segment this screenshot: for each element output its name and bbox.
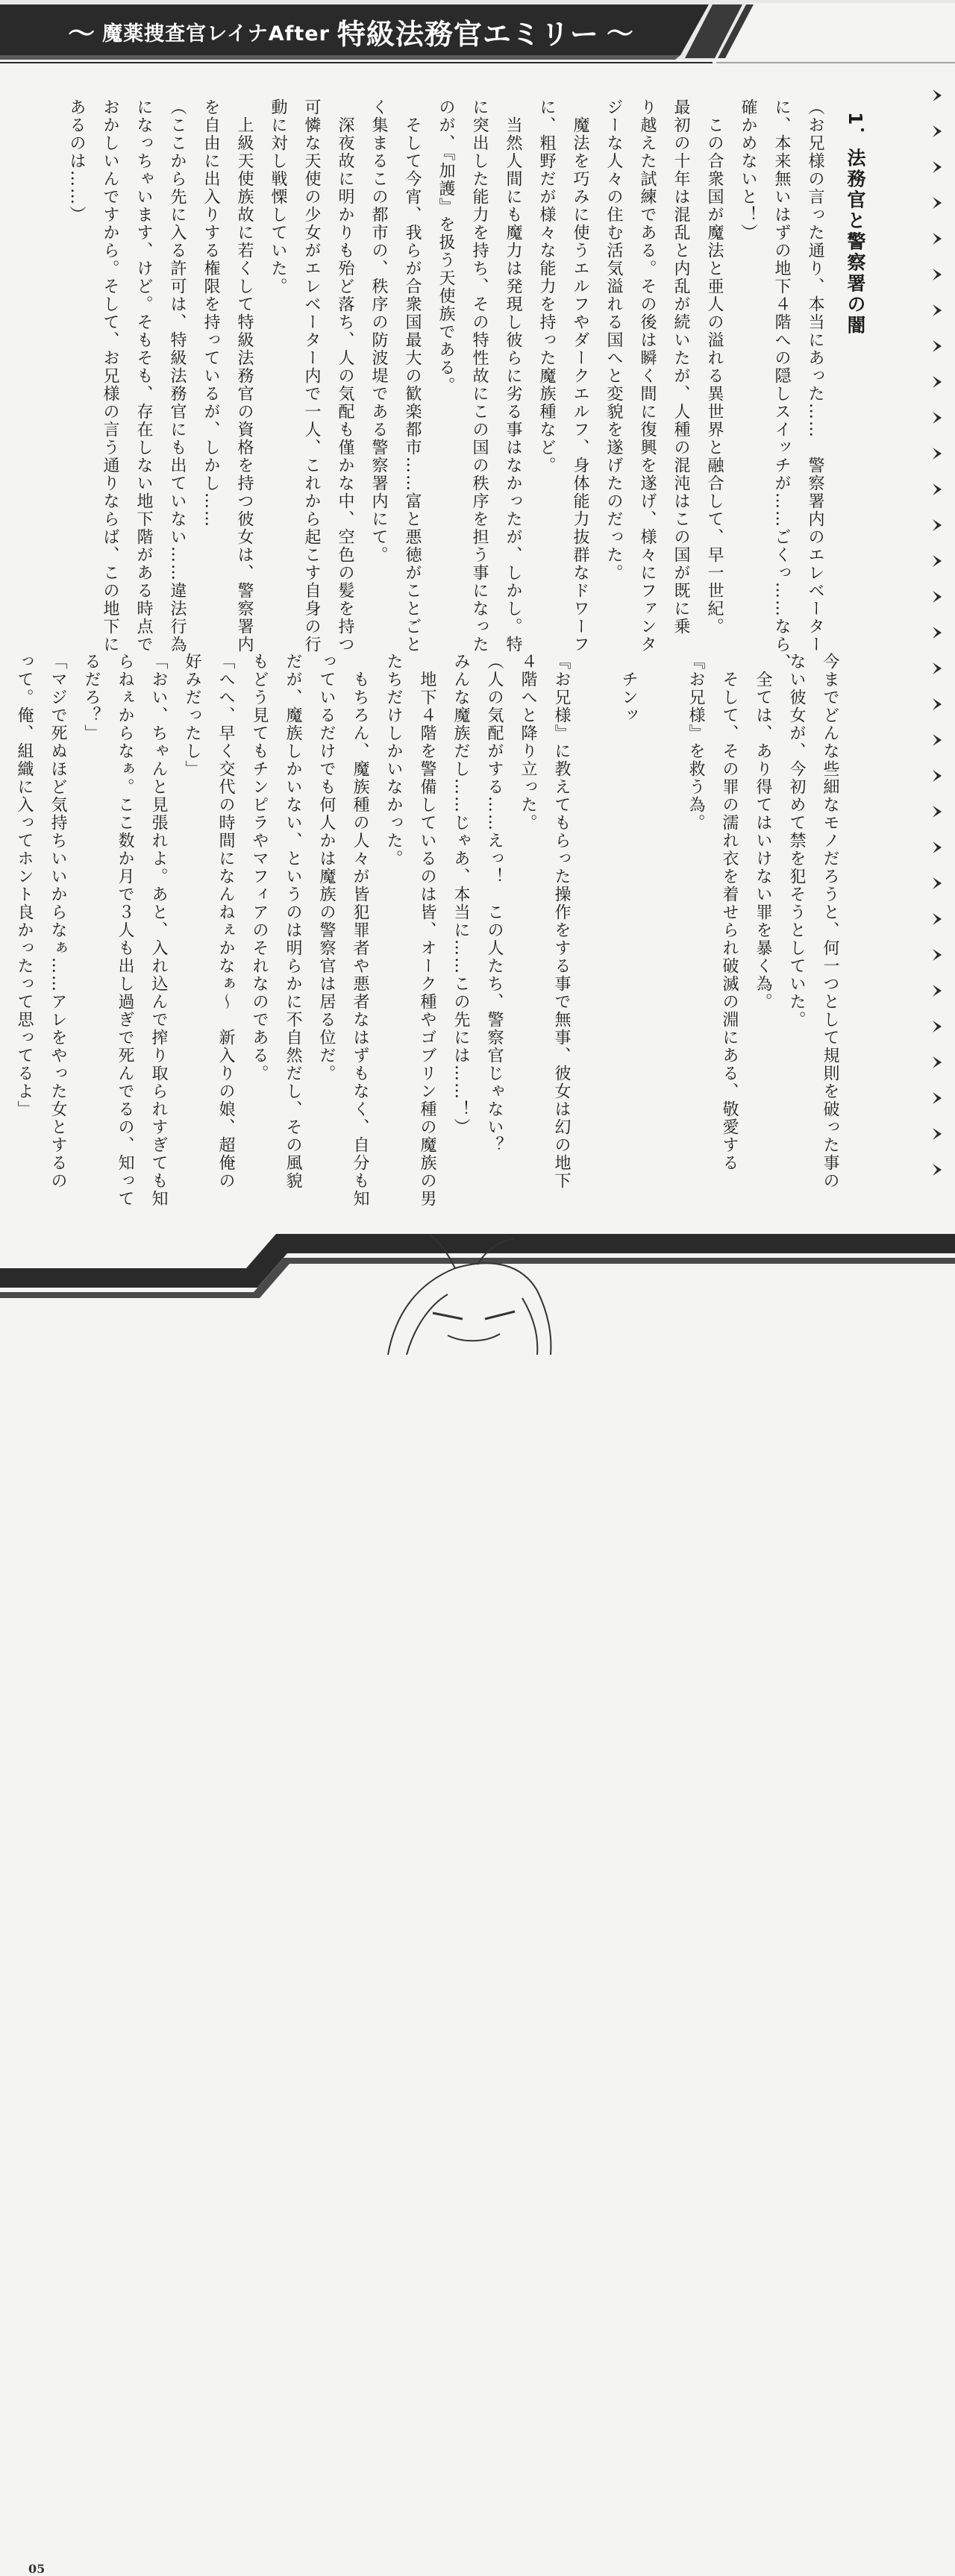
binding-arrow-icon (933, 1164, 942, 1176)
top-text-line: 可憐な天使の少女がエレベーター内で一人、これから起こす自身の行 (302, 98, 321, 654)
binding-arrow-icon (933, 555, 942, 567)
bottom-text-line (645, 653, 679, 1160)
binding-arrow-icon (933, 269, 942, 281)
bottom-text-line: だが、魔族しかいない、というのは明らかに不自然だし、その風貌 (284, 653, 302, 1190)
binding-arrow-icon (933, 734, 942, 746)
binding-arrow-icon (933, 304, 942, 316)
binding-arrow-icon (933, 376, 942, 388)
binding-arrow-icon (933, 662, 942, 674)
top-text-line: 確かめないと！） (739, 98, 757, 242)
title-tilde-left: 〜 (68, 18, 96, 49)
page-number: 05 (28, 2562, 46, 2576)
binding-arrow-icon (933, 627, 942, 639)
top-text-line: 最初の十年は混乱と内乱が続いたが、人種の混沌はこの国が既に乗 (671, 98, 690, 636)
binding-marks (918, 0, 955, 1355)
bottom-text-line: って。俺、組織に入ってホント良かったって思ってるよ」 (15, 653, 34, 1118)
binding-arrow-icon (933, 698, 942, 710)
top-text-line: そして今宵、我らが合衆国最大の歓楽都市……富と悪徳がことごと (403, 98, 422, 654)
bottom-text-line: 『お兄様』に教えてもらった操作をする事で無事、彼女は幻の地下 (552, 653, 571, 1190)
top-text-line: 動に対し戦慄していた。 (269, 98, 287, 295)
binding-arrow-icon (933, 90, 942, 101)
binding-arrow-icon (933, 1021, 942, 1032)
binding-arrow-icon (933, 806, 942, 818)
top-text-line: （お兄様の言った通り、本当にあった…… 警察署内のエレベーター (806, 98, 824, 654)
bottom-text-line: もちろん、魔族種の人々が皆犯罪者や悪者なはずもなく、自分も知 (351, 653, 369, 1208)
binding-arrow-icon (933, 1092, 942, 1104)
top-text-line: く集まるこの都市の、秩序の防波堤である警察署内にて。 (369, 98, 388, 564)
top-text-line: 当然人間にも魔力は発現し彼らに劣る事はなかったが、しかし。特 (504, 98, 522, 654)
title-main: 特級法務官エミリー (336, 17, 599, 51)
bottom-text-line: っているだけでも何人かは魔族の警察官は居る位だ。 (317, 653, 336, 1082)
bottom-text-line: 好みだったし」 (183, 653, 201, 778)
top-text-line: 深夜故に明かりも殆ど落ち、人の気配も僅かな中、空色の髪を持つ (336, 98, 354, 654)
top-text-line: になっちゃいます、けど。そもそも、存在しない地下階がある時点で (134, 98, 153, 654)
bottom-text-line: （人の気配がする……えっ！ この人たち、警察官じゃない？ (485, 653, 504, 1154)
section-heading: 1．法務官と警察署の闇 (845, 112, 866, 336)
bottom-text-line: そして、その罪の濡れ衣を着せられ破滅の淵にある、敬愛する (720, 653, 739, 1172)
binding-arrow-icon (933, 591, 942, 603)
top-text-line: 魔法を巧みに使うエルフやダークエルフ、身体能力抜群なドワーフ (571, 98, 589, 654)
binding-arrow-icon (933, 770, 942, 782)
bottom-text-line (0, 653, 7, 1160)
bottom-text-line: 今までどんな些細なモノだろうと、何一つとして規則を破った事の (821, 653, 839, 1190)
header-banner (0, 0, 955, 75)
bottom-text-line: 『お兄様』を救う為。 (686, 653, 705, 832)
top-text-line: に、本来無いはずの地下４階への隠しスイッチが……ごくっ……なら、 (772, 98, 791, 671)
bottom-text-line: チンッ (619, 653, 638, 724)
bottom-text-line (578, 653, 612, 1160)
bottom-text-line: らねぇからなぁ。ここ数か月で３人も出し過ぎで死んでるの、知って (116, 653, 134, 1208)
top-text-line: 上級天使族故に若くして特級法務官の資格を持つ彼女は、警察署内 (235, 98, 254, 654)
top-text-line: ジーな人々の住む活気溢れる国へと変貌を遂げたのだった。 (604, 98, 623, 582)
binding-arrow-icon (933, 161, 942, 173)
footer-illustration (0, 1223, 955, 1355)
top-text-line: あるのは……） (67, 98, 86, 224)
binding-arrow-icon (933, 1056, 942, 1068)
top-text-line: り越えた試練である。その後は瞬く間に復興を遂げ、様々にファンタ (638, 98, 657, 654)
binding-arrow-icon (933, 340, 942, 352)
binding-arrow-icon (933, 985, 942, 997)
bottom-text-block (0, 653, 847, 1208)
binding-arrow-icon (933, 877, 942, 889)
bottom-text-line: 「おい、ちゃんと見張れよ。あと、入れ込んで搾り取られすぎても知 (149, 653, 168, 1208)
footer-banner (0, 1223, 955, 2576)
binding-arrow-icon (933, 233, 942, 245)
top-text-line: （ここから先に入る許可は、特級法務官にも出ていない……違法行為 (168, 98, 187, 654)
binding-arrow-icon (933, 1128, 942, 1140)
top-text-line: おかしいんですから。そして、お兄様の言う通りならば、この地下に (101, 98, 119, 654)
bottom-text-line: 「へへ、早く交代の時間になんねぇかなぁ〜 新入りの娘、超俺の (216, 653, 235, 1190)
binding-arrow-icon (933, 483, 942, 495)
top-text-line: を自由に出入りする権限を持っているが、しかし…… (201, 98, 220, 528)
title-prefix: 魔薬捜査官レイナAfter (102, 22, 330, 46)
binding-arrow-icon (933, 519, 942, 531)
title-tilde-right: 〜 (606, 18, 633, 49)
bottom-text-line: たちだけしかいなかった。 (384, 653, 403, 868)
bottom-text-line: ない彼女が、今初めて禁を犯そうとしていた。 (787, 653, 806, 1029)
bottom-text-line: 「マジで死ぬほど気持ちいいからなぁ……アレをやった女とするの (48, 653, 67, 1190)
bottom-text-line: 全ては、あり得てはいけない罪を暴く為。 (754, 653, 772, 1011)
binding-arrow-icon (933, 448, 942, 460)
bottom-text-line: みんな魔族だし……じゃあ、本当に……この先には……！） (451, 653, 470, 1136)
binding-arrow-icon (933, 125, 942, 137)
header-title (15, 9, 686, 54)
binding-arrow-icon (933, 949, 942, 961)
top-text-line: この合衆国が魔法と亜人の溢れる異世界と融合して、早一世紀。 (705, 98, 724, 636)
binding-arrow-icon (933, 412, 942, 424)
bottom-text-line: もどう見てもチンピラやマフィアのそれなのである。 (250, 653, 269, 1082)
binding-arrow-icon (933, 913, 942, 925)
binding-arrow-icon (933, 197, 942, 209)
bottom-text-line: ４階へと降り立った。 (519, 653, 537, 832)
top-text-line: に突出した能力を持ち、その特性故にこの国の秩序を担う事になった (470, 98, 489, 654)
binding-arrow-icon (933, 842, 942, 853)
bottom-text-line: 地下４階を警備しているのは皆、オーク種やゴブリン種の魔族の男 (418, 653, 436, 1208)
top-text-line: に、粗野だが様々な能力を持った魔族種など。 (537, 98, 556, 474)
bottom-text-line: るだろ？」 (82, 653, 101, 742)
top-text-line: のが、『加護』を扱う天使族である。 (436, 98, 455, 395)
